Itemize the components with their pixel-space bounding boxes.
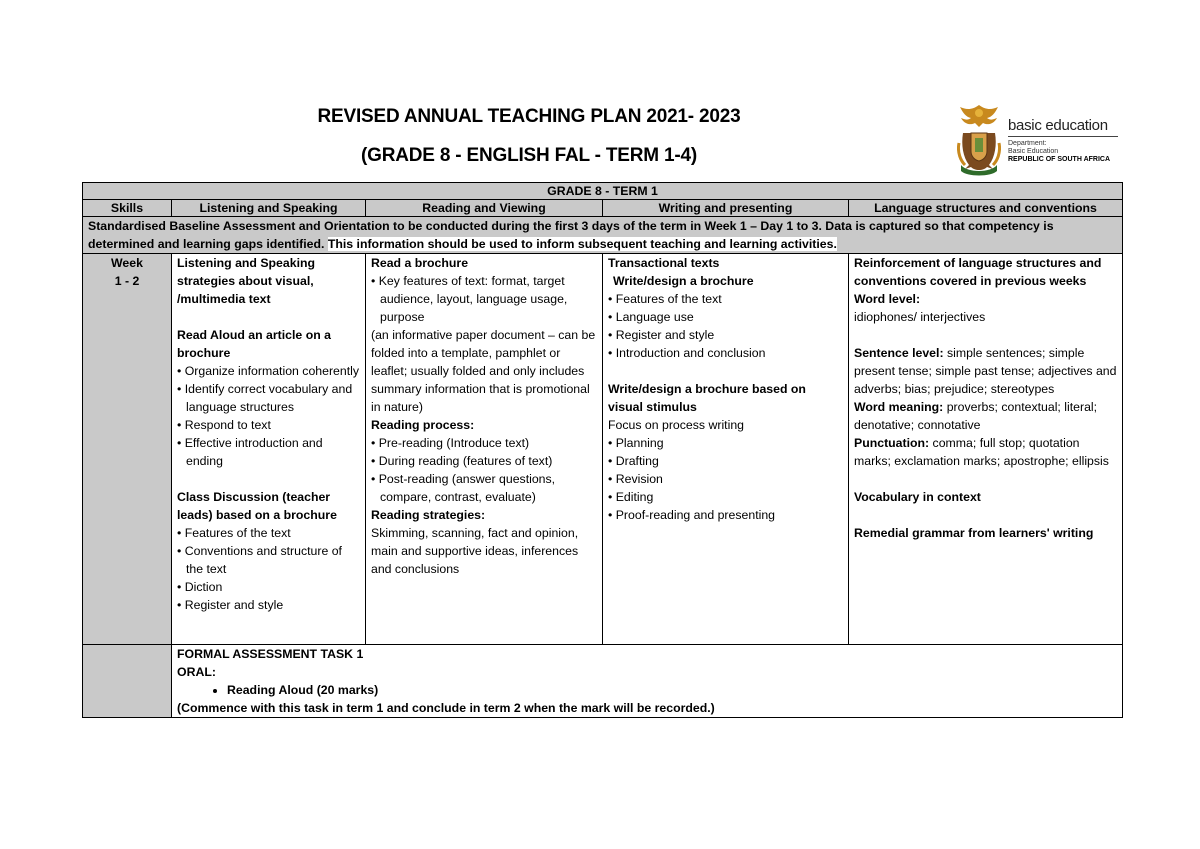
assessment-list (177, 681, 1117, 699)
week-row (83, 254, 1123, 645)
writing-cell: Transactional texts Write/design a brochure • Features of the text • Language use • Register and style • Introduction and conclusion Write/design a brochure based on visual stimulus Focus on process writing • Planning • Drafting • Revision • Editing • Proof-reading and presenting (603, 254, 849, 645)
reading-cell: Read a brochure • Key features of text: format, target audience, layout, language usage, purpose (an informative paper document – can be folded into a template, pamphlet or leaflet; usually folded and only includes summary information that is promotional in nature) Reading process: • Pre-reading (Introduce text) • During reading (features of text) • Post-reading (answer questions, compare, contrast, evaluate) Reading strategies: Skimming, scanning, fact and opinion, main and supportive ideas, inferences and conclusions (366, 254, 603, 645)
coat-of-arms-icon (957, 103, 1001, 179)
week-cell: Week 1 - 2 (83, 254, 172, 645)
assessment-item: • Reading Aloud (20 marks) (227, 681, 1117, 699)
orientation-row (83, 217, 1123, 254)
teaching-plan-table (82, 182, 1123, 718)
logo-department: Department: Basic Education (1008, 140, 1059, 155)
col-header-language: Language structures and conventions (849, 200, 1123, 217)
document-subtitle: (GRADE 8 - ENGLISH FAL - TERM 1-4) (361, 145, 697, 166)
language-cell: Reinforcement of language structures and conventions covered in previous weeks Word level: idiophones/ interjectives Sentence level: simple sentences; simple present tense; simple past tense; adjectives and adverbs; bias; prejudice; stereotypes Word meaning: proverbs; contextual; literal; denotative; connotative Punctuation: comma; full stop; quotation marks; exclamation marks; apostrophe; ellipsis Vocabulary in context Remedial grammar from learners' writing (849, 254, 1123, 645)
dbe-logo (957, 103, 1127, 181)
assessment-week-cell (83, 645, 172, 718)
listening-cell: Listening and Speaking strategies about visual, /multimedia text Read Aloud an article on a brochure • Organize information coherently • Identify correct vocabulary and language structures • Respond to text • Effective introduction and ending Class Discussion (teacher leads) based on a brochure • Features of the text • Conventions and structure of the text • Diction • Register and style (172, 254, 366, 645)
col-header-reading: Reading and Viewing (366, 200, 603, 217)
logo-name: basic education (1008, 117, 1108, 134)
column-header-row (83, 200, 1123, 217)
col-header-listening: Listening and Speaking (172, 200, 366, 217)
assessment-cell: FORMAL ASSESSMENT TASK 1 ORAL: • Reading Aloud (20 marks) (Commence with this task in term 1 and conclude in term 2 when the mark will be recorded.) (172, 645, 1123, 718)
assessment-row (83, 645, 1123, 718)
term-heading-row (83, 183, 1123, 200)
logo-country: REPUBLIC OF SOUTH AFRICA (1008, 156, 1111, 163)
col-header-writing: Writing and presenting (603, 200, 849, 217)
logo-divider (1008, 136, 1118, 137)
orientation-note: Standardised Baseline Assessment and Orientation to be conducted during the first 3 days of the term in Week 1 – Day 1 to 3. Data is captured so that competency is determined and learning gaps identified. This information should be used to inform subsequent teaching and learning activities. (83, 217, 1123, 254)
col-header-skills: Skills (83, 200, 172, 217)
term-heading: GRADE 8 - TERM 1 (83, 183, 1123, 200)
document-title: REVISED ANNUAL TEACHING PLAN 2021- 2023 (317, 106, 741, 127)
